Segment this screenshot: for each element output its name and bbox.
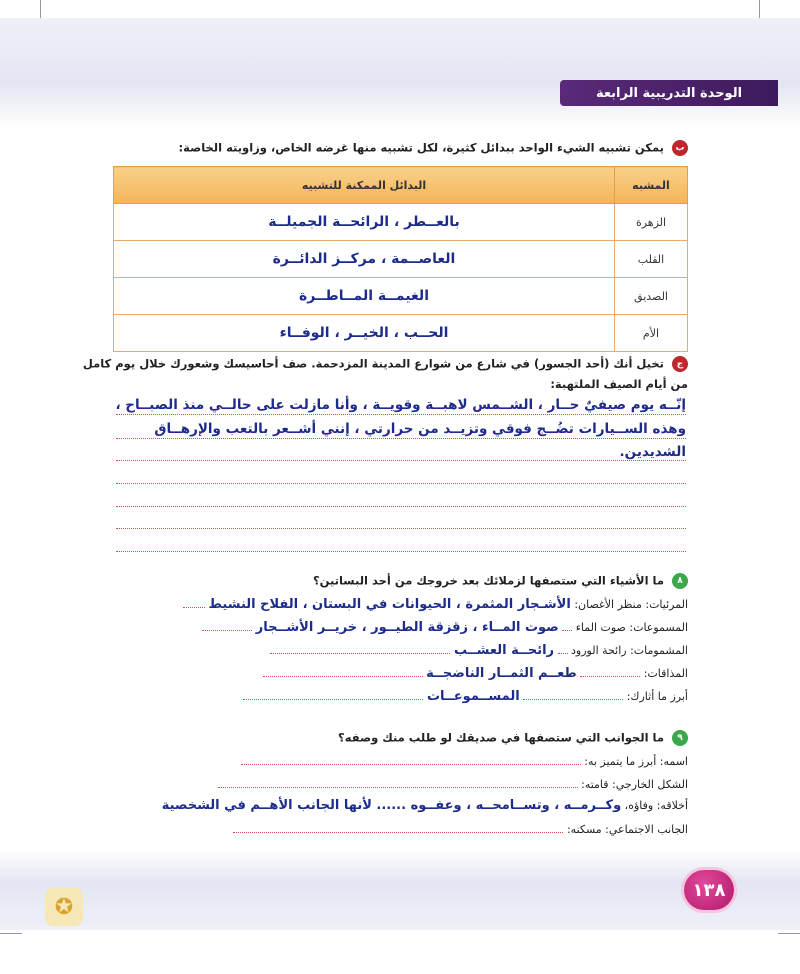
section-b-prompt-line bbox=[179, 140, 688, 156]
simile-table-header bbox=[114, 167, 688, 204]
section-c-prompt-line-2 bbox=[550, 377, 688, 391]
dotted-fill bbox=[202, 620, 252, 631]
form-line bbox=[218, 777, 688, 791]
section-8-bullet: ٨ bbox=[672, 573, 688, 589]
form-label: الشكل الخارجي: قامته: bbox=[581, 778, 688, 791]
dotted-fill bbox=[241, 754, 581, 765]
dotted-fill bbox=[562, 620, 572, 631]
form-line bbox=[270, 643, 688, 658]
section-c-prompt-1: تخيل أنك (أحد الجسور) في شارع من شوارع المدينة المزدحمة. صف أحاسيسك وشعورك خلال يوم كامل bbox=[82, 356, 664, 371]
dotted-fill bbox=[580, 666, 640, 677]
answer-line bbox=[620, 444, 686, 460]
form-label: المذاقات: bbox=[643, 667, 688, 680]
simile-table bbox=[113, 166, 688, 352]
dotted-fill bbox=[523, 689, 623, 700]
crop-mark bbox=[0, 933, 22, 934]
dotted-fill bbox=[270, 643, 450, 654]
form-answer: المســموعــات bbox=[426, 689, 520, 704]
dotted-fill bbox=[263, 666, 423, 677]
dotted-fill bbox=[558, 643, 568, 654]
writing-line bbox=[116, 414, 686, 415]
writing-line bbox=[116, 483, 686, 484]
form-label: الجانب الاجتماعي: مسكنه: bbox=[566, 823, 688, 836]
col-alternatives-header: البدائل الممكنة للتشبيه bbox=[114, 167, 615, 204]
answer-text: إنّــه يوم صيفيٌ حــار ، الشــمس لاهبــة وقويــة ، وأنا مازلت على حالــي منذ الصبــاح ، bbox=[115, 397, 686, 413]
section-b-prompt: يمكن تشبيه الشيء الواحد ببدائل كثيرة، لكل تشبيه منها غرضه الخاص، وزاويته الخاصة: bbox=[178, 140, 664, 155]
form-line bbox=[183, 597, 688, 612]
answer-line bbox=[115, 397, 686, 413]
section-c-prompt-2: من أيام الصيف الملتهبة: bbox=[550, 377, 688, 391]
answer-text: وهذه الســيارات تضُــج فوقي وتزيــد من حرارتي ، إنني أشــعر بالتعب والإرهــاق bbox=[154, 421, 686, 437]
table-row bbox=[114, 278, 688, 315]
section-c-bullet: ج bbox=[672, 356, 688, 372]
answer-line bbox=[154, 421, 686, 437]
form-answer: وكــرمــه ، وتســامحــه ، وعفــوه ...... لأنها الجانب الأهــم في الشخصية bbox=[161, 798, 622, 813]
section-c-prompt-line-1 bbox=[83, 356, 688, 372]
section-9-bullet: ٩ bbox=[672, 730, 688, 746]
writing-line bbox=[116, 506, 686, 507]
publisher-logo-icon: ✪ bbox=[45, 888, 83, 926]
dotted-fill bbox=[218, 777, 578, 788]
form-line bbox=[241, 754, 688, 768]
section-8-prompt-line bbox=[313, 573, 688, 589]
form-answer: رائحــة العشــب bbox=[453, 643, 555, 658]
crop-mark bbox=[778, 933, 800, 934]
form-label: أخلاقه: وفاؤه، bbox=[624, 799, 688, 812]
form-answer: صوت المــاء ، زقزقة الطيــور ، خريــر الأشــجار bbox=[255, 620, 559, 635]
page-number: ١٣٨ bbox=[692, 879, 726, 901]
form-answer: طعــم الثمــار الناضجــة bbox=[426, 666, 577, 681]
form-line bbox=[202, 620, 688, 635]
row-answer: الحــب ، الخيــر ، الوفــاء bbox=[114, 315, 615, 352]
dotted-fill bbox=[233, 822, 563, 833]
col-subject-header: المشبه bbox=[615, 167, 688, 204]
answer-text: الشديدين. bbox=[619, 444, 686, 460]
form-line bbox=[263, 666, 688, 681]
form-line bbox=[162, 798, 688, 813]
form-label: المسموعات: صوت الماء bbox=[575, 621, 688, 634]
row-subject: الصديق bbox=[615, 278, 688, 315]
dotted-fill bbox=[243, 689, 423, 700]
form-line bbox=[233, 822, 688, 836]
row-subject: الأم bbox=[615, 315, 688, 352]
writing-line bbox=[116, 438, 686, 439]
row-answer: بالعــطر ، الرائحــة الجميلــة bbox=[114, 204, 615, 241]
table-row bbox=[114, 204, 688, 241]
writing-line bbox=[116, 528, 686, 529]
row-answer: الغيمــة المــاطــرة bbox=[114, 278, 615, 315]
page-number-badge bbox=[684, 870, 734, 910]
footer-wave-decoration bbox=[0, 850, 800, 930]
form-label: المرئيات: منظر الأغصان: bbox=[574, 598, 688, 611]
section-9-prompt: ما الجوانب التي ستصفها في صديقك لو طلب منك وصفه؟ bbox=[338, 730, 664, 745]
unit-title-banner bbox=[560, 80, 778, 106]
writing-line bbox=[116, 551, 686, 552]
section-8-prompt: ما الأشياء التي ستصفها لزملائك بعد خروجك من أحد البساتين؟ bbox=[312, 573, 664, 588]
row-answer: العاصــمة ، مركــز الدائــرة bbox=[114, 241, 615, 278]
row-subject: القلب bbox=[615, 241, 688, 278]
row-subject: الزهرة bbox=[615, 204, 688, 241]
form-line bbox=[243, 689, 688, 704]
form-label: أبرز ما أثارك: bbox=[626, 690, 688, 703]
form-label: اسمه: أبرز ما يتميز به: bbox=[584, 755, 688, 768]
writing-line bbox=[116, 460, 686, 461]
table-row bbox=[114, 315, 688, 352]
table-row bbox=[114, 241, 688, 278]
form-label: المشمومات: رائحة الورود bbox=[571, 644, 688, 657]
unit-title: الوحدة التدريبية الرابعة bbox=[595, 85, 743, 101]
header-wave-decoration bbox=[0, 18, 800, 128]
section-9-prompt-line bbox=[338, 730, 688, 746]
form-answer: الأشـجار المثمرة ، الحيوانات في البستان ، الفلاح النشيط bbox=[208, 597, 571, 612]
dotted-fill bbox=[183, 597, 205, 608]
section-b-bullet: ب bbox=[672, 140, 688, 156]
